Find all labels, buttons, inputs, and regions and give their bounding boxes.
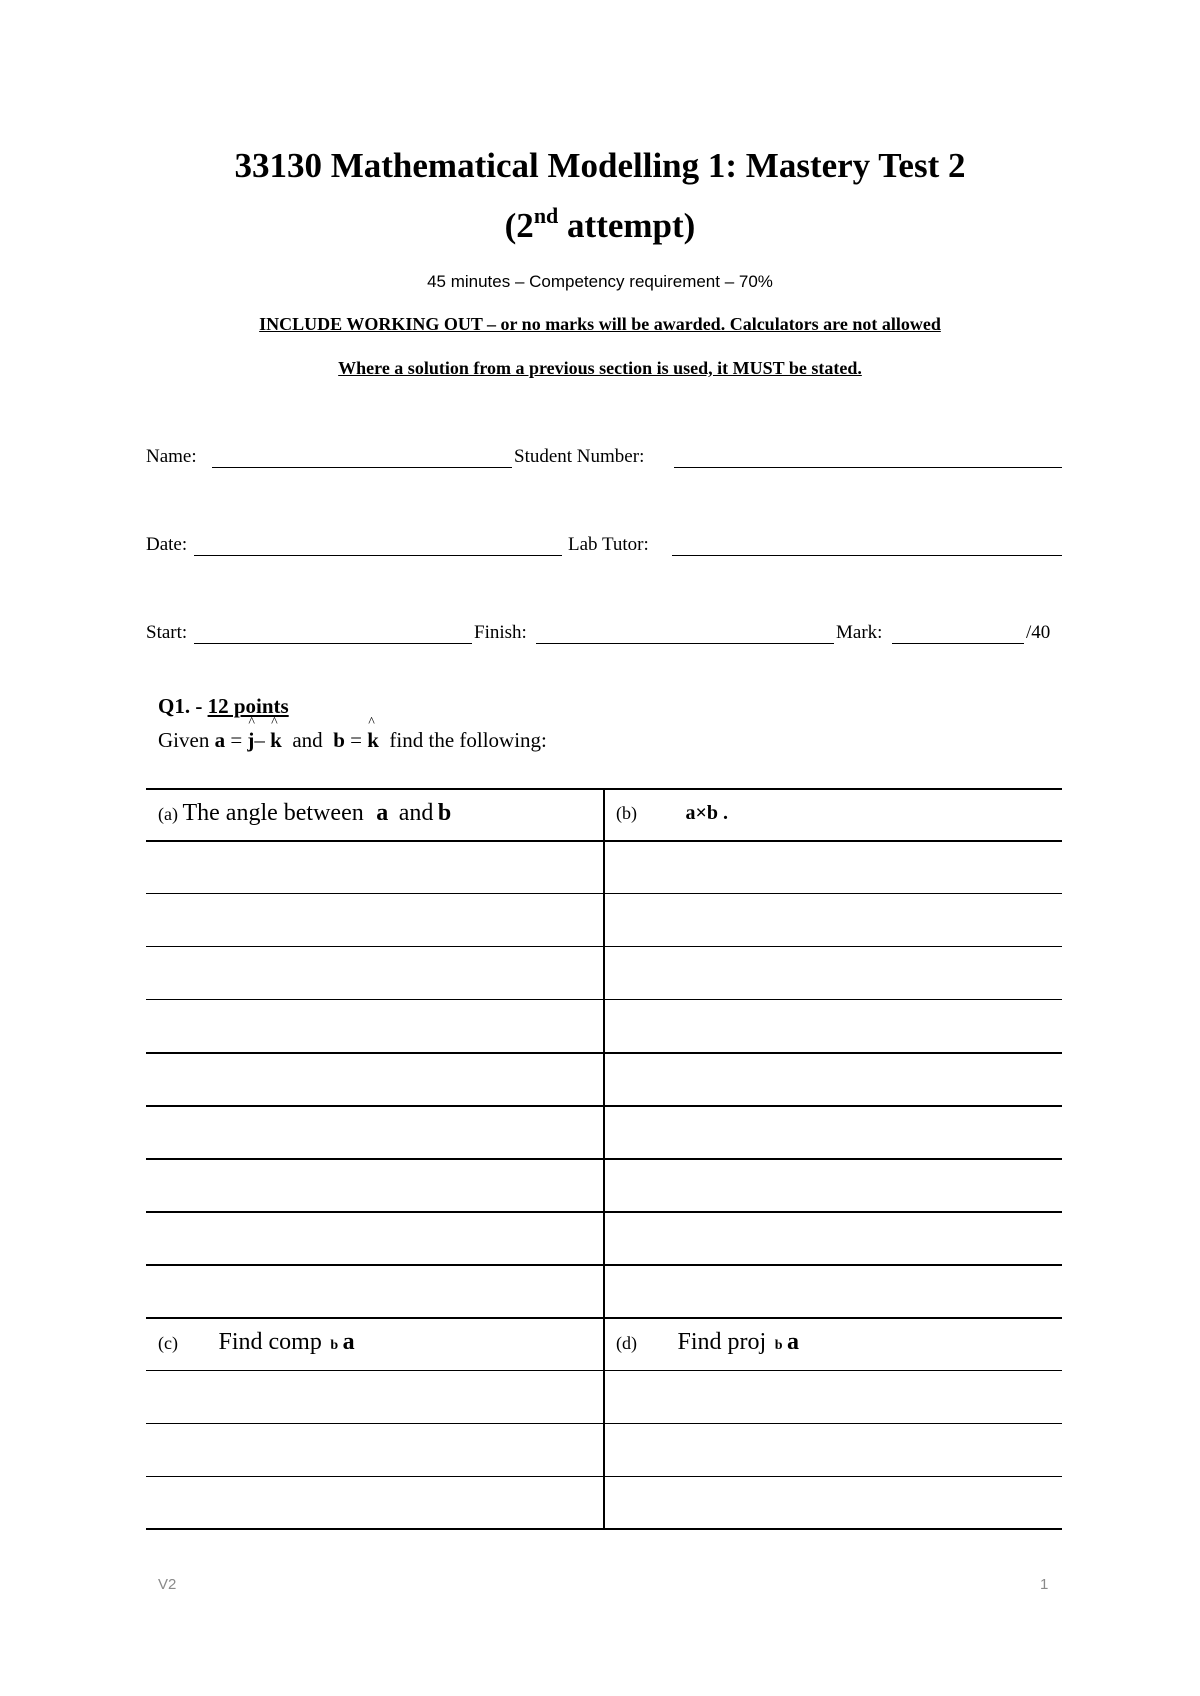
part-c-var: a [342,1329,355,1355]
given-prefix: Given [158,728,215,752]
lab-tutor-label: Lab Tutor: [568,534,649,555]
and-text: and [281,728,334,752]
part-a-label: (a) [158,804,178,824]
attempt-open: (2 [504,206,534,245]
part-b-label: (b) [616,803,637,823]
part-d-sub: b [774,1338,783,1353]
date-field[interactable] [194,555,562,556]
part-c-label: (c) [158,1333,178,1353]
student-number-label: Student Number: [514,446,645,467]
part-d-text: Find proj [677,1329,767,1355]
version-label: V2 [158,1576,177,1593]
page-number: 1 [1040,1576,1049,1593]
finish-label: Finish: [474,622,527,643]
attempt-close: attempt) [558,206,696,245]
name-field[interactable] [212,467,512,468]
part-d-var: a [786,1329,799,1355]
part-a-header [158,800,451,827]
part-c-header [158,1329,355,1356]
vector-b: b [333,728,345,752]
question-label: Q1. - [158,694,208,718]
part-a-text: The angle between [182,800,364,826]
part-c-sub: b [330,1338,339,1353]
time-requirement: 45 minutes – Competency requirement – 70% [427,272,773,291]
part-b-text: a×b . [685,802,729,824]
name-label: Name: [146,446,197,467]
unit-vector-k: ^ k [270,728,282,753]
attempt-sup: nd [533,203,559,228]
working-out-warning: INCLUDE WORKING OUT – or no marks will be awarded. Calculators are not allowed [259,314,941,334]
part-a-and: and [398,800,434,826]
part-d-label: (d) [616,1333,637,1353]
part-b-header [616,802,728,825]
previous-solution-warning: Where a solution from a previous section is used, it MUST be stated. [338,358,862,378]
part-d-header [616,1329,799,1356]
question-points: 12 points [207,694,289,718]
question-1-given [158,728,547,753]
given-suffix: find the following: [378,728,547,752]
part-c-text: Find comp [218,1329,322,1355]
equals-2: = [344,728,368,752]
mark-total: /40 [1026,622,1051,643]
answer-grid [146,788,1062,1530]
mark-field[interactable] [892,643,1024,644]
start-label: Start: [146,622,188,643]
equals-1: = [225,728,248,752]
grid-divider [603,788,605,1530]
part-a-var-a: a [376,800,389,826]
part-a-var-b: b [437,800,452,826]
vector-a: a [214,728,226,752]
unit-vector-k-2: ^ k [367,728,379,753]
student-number-field[interactable] [674,467,1062,468]
date-label: Date: [146,534,188,555]
attempt-label [0,203,1200,246]
question-1-heading [158,694,289,719]
finish-field[interactable] [536,643,834,644]
start-field[interactable] [194,643,472,644]
page-title: 33130 Mathematical Modelling 1: Mastery Test 2 [234,146,966,185]
mark-label: Mark: [836,622,883,643]
unit-vector-j: ^ j [247,728,254,753]
lab-tutor-field[interactable] [672,555,1062,556]
minus-sign: – [254,728,265,752]
